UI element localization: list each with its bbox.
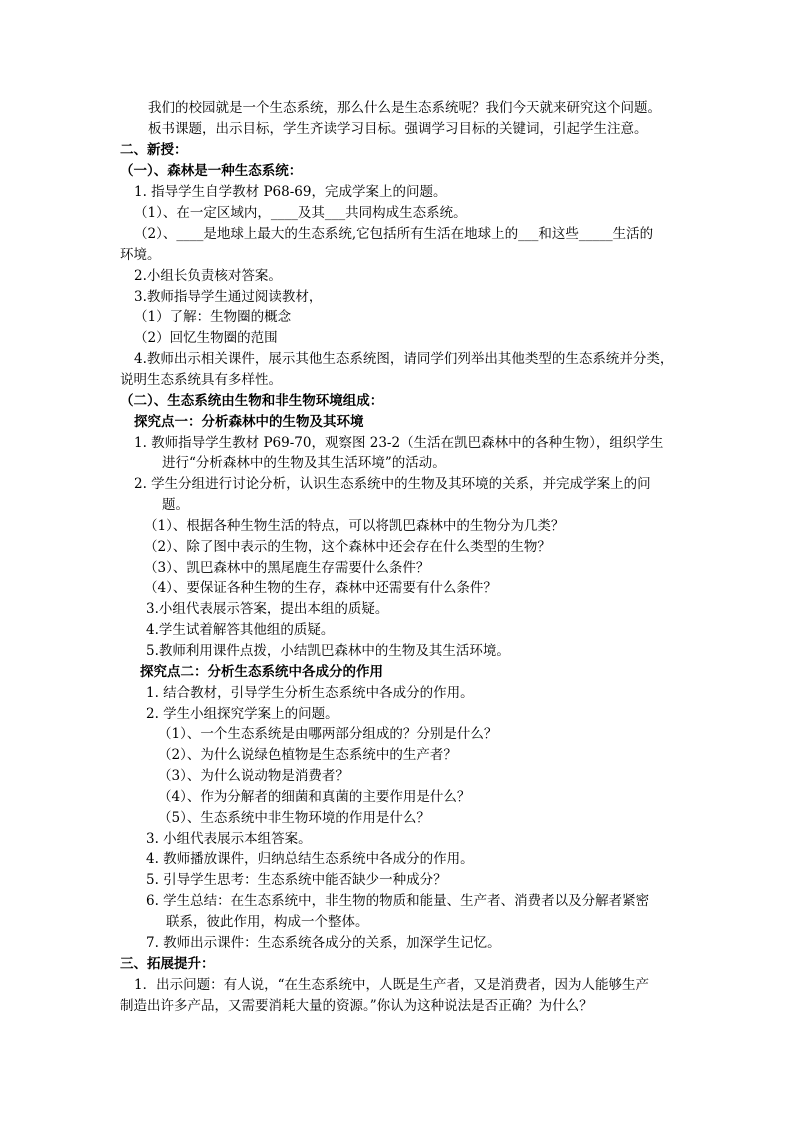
question-fill-1: （1）、在一定区域内，____及其___共同构成生态系统。 bbox=[134, 205, 467, 221]
inquiry-2-question-2: （2）、为什么说绿色植物是生态系统中的生产者？ bbox=[158, 747, 457, 763]
question-fill-2: （2）、____是地球上最大的生态系统,它包括所有生活在地球上的___和这些_____生活的 bbox=[134, 226, 654, 242]
inquiry-2-item-3: 3. 小组代表展示本组答案。 bbox=[146, 831, 312, 847]
inquiry-1-item-4: 4.学生试着解答其他组的质疑。 bbox=[146, 622, 335, 638]
sub-item-1: （1）了解：生物圈的概念 bbox=[134, 309, 292, 325]
inquiry-2-question-1: （1）、一个生态系统是由哪两部分组成的？分别是什么？ bbox=[158, 726, 498, 742]
inquiry-2-question-4: （4）、作为分解者的细菌和真菌的主要作用是什么？ bbox=[158, 789, 471, 805]
inquiry-2-item-4: 4. 教师播放课件，归纳总结生态系统中各成分的作用。 bbox=[146, 851, 474, 867]
intro-paragraph-line-1: 我们的校园就是一个生态系统，那么什么是生态系统呢？我们今天就来研究这个问题。 bbox=[148, 100, 661, 116]
inquiry-1-question-2: （2）、除了图中表示的生物，这个森林中还会存在什么类型的生物？ bbox=[144, 539, 551, 555]
inquiry-1-item-5: 5.教师利用课件点拨，小结凯巴森林中的生物及其生活环境。 bbox=[146, 643, 510, 659]
intro-paragraph-line-2: 板书课题，出示目标，学生齐读学习目标。强调学习目标的关键词，引起学生注意。 bbox=[148, 121, 648, 137]
inquiry-1-item-3: 3.小组代表展示答案，提出本组的质疑。 bbox=[146, 601, 389, 617]
inquiry-2-item-6: 6. 学生总结：在生态系统中，非生物的物质和能量、生产者、消费者以及分解者紧密 bbox=[146, 893, 650, 909]
extension-question-line-1: 1．出示问题：有人说，“在生态系统中，人既是生产者，又是消费者，因为人能够生产 bbox=[134, 977, 649, 993]
inquiry-2-item-1: 1. 结合教材，引导学生分析生态系统中各成分的作用。 bbox=[146, 685, 474, 701]
subsection-heading-forest: （一）、森林是一种生态系统： bbox=[120, 163, 303, 179]
inquiry-1-item-1-cont: 进行“分析森林中的生物及其生活环境”的活动。 bbox=[162, 455, 446, 471]
list-item-3: 3.教师指导学生通过阅读教材， bbox=[134, 289, 323, 305]
list-item-1: 1. 指导学生自学教材 P68-69，完成学案上的问题。 bbox=[134, 184, 447, 200]
question-fill-2-cont: 环境。 bbox=[120, 247, 161, 263]
section-heading-extension: 三、拓展提升： bbox=[120, 956, 215, 972]
inquiry-1-item-2: 2. 学生分组进行讨论分析，认识生态系统中的生物及其环境的关系，并完成学案上的问 bbox=[134, 476, 651, 492]
inquiry-point-1-heading: 探究点一：分析森林中的生物及其环境 bbox=[134, 414, 364, 430]
inquiry-2-item-6-cont: 联系，彼此作用，构成一个整体。 bbox=[166, 914, 369, 930]
inquiry-1-question-1: （1）、根据各种生物生活的特点，可以将凯巴森林中的生物分为几类？ bbox=[144, 518, 565, 534]
inquiry-2-item-7: 7. 教师出示课件：生态系统各成分的关系，加深学生记忆。 bbox=[146, 935, 501, 951]
inquiry-1-item-2-cont: 题。 bbox=[162, 497, 189, 513]
inquiry-1-question-4: （4）、要保证各种生物的生存，森林中还需要有什么条件？ bbox=[144, 580, 497, 596]
list-item-4-cont: 说明生态系统具有多样性。 bbox=[120, 372, 282, 388]
subsection-heading-components: （二）、生态系统由生物和非生物环境组成： bbox=[120, 393, 384, 409]
inquiry-2-question-3: （3）、为什么说动物是消费者？ bbox=[158, 768, 349, 784]
list-item-4: 4.教师出示相关课件，展示其他生态系统图，请同学们列举出其他类型的生态系统并分类， bbox=[134, 351, 674, 367]
inquiry-2-question-5: （5）、生态系统中非生物环境的作用是什么？ bbox=[158, 810, 430, 826]
inquiry-2-item-2: 2. 学生小组探究学案上的问题。 bbox=[146, 706, 339, 722]
inquiry-2-item-5: 5. 引导学生思考：生态系统中能否缺少一种成分？ bbox=[146, 872, 447, 888]
extension-question-line-2: 制造出许多产品，又需要消耗大量的资源。”你认为这种说法是否正确？为什么？ bbox=[120, 998, 593, 1014]
inquiry-1-question-3: （3）、凯巴森林中的黑尾鹿生存需要什么条件？ bbox=[144, 560, 430, 576]
inquiry-point-2-heading: 探究点二：分析生态系统中各成分的作用 bbox=[140, 664, 383, 680]
sub-item-2: （2）回忆生物圈的范围 bbox=[134, 330, 278, 346]
inquiry-1-item-1: 1. 教师指导学生教材 P69-70，观察图 23-2（生活在凯巴森林中的各种生物），组织学生 bbox=[134, 435, 664, 451]
list-item-2: 2.小组长负责核对答案。 bbox=[134, 268, 282, 284]
section-heading-new-lesson: 二、新授： bbox=[120, 142, 188, 158]
